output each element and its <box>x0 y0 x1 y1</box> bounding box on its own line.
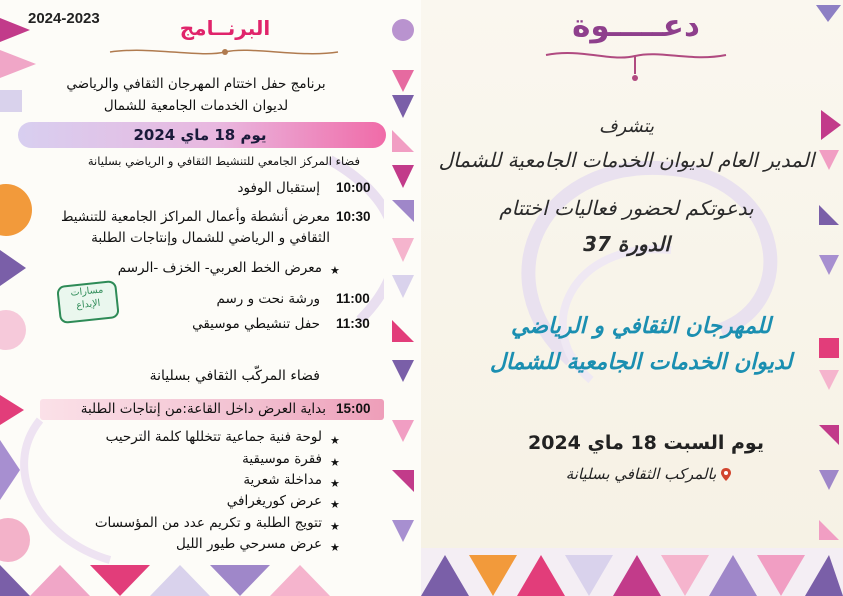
invitation-line: المدير العام لديوان الخدمات الجامعية للشمال <box>438 148 815 172</box>
bullet-icon: ★ <box>330 434 340 447</box>
program-intro-line2: لديوان الخدمات الجامعية للشمال <box>103 98 289 114</box>
invitation-title: دعـــــوة <box>572 8 700 44</box>
program-bullet-item: معرض الخط العربي- الخزف -الرسم <box>117 260 322 276</box>
creativity-paths-badge <box>56 280 120 324</box>
program-item: حفل تنشيطي موسيقي <box>192 316 320 332</box>
bullet-icon: ★ <box>330 456 340 469</box>
program-intro-line1: برنامج حفل اختتام المهرجان الثقافي والرياضي <box>66 76 326 92</box>
program-item: بداية العرض داخل القاعة:من إنتاجات الطلبة <box>80 401 326 417</box>
venue-university-center: فضاء المركز الجامعي للتنشيط الثقافي و الرياضي بسليانة <box>87 154 360 168</box>
program-time: 10:00 <box>336 180 371 195</box>
badge-line1: مسارات <box>70 284 104 299</box>
program-item-continued: الثقافي و الرياضي للشمال وإنتاجات الطلبة <box>91 230 330 246</box>
program-bullet-item: فقرة موسيقية <box>242 451 322 467</box>
decorative-background <box>421 0 843 596</box>
event-location: بالمركب الثقافي بسليانة <box>565 465 717 483</box>
program-title: البرنــامج <box>179 16 271 40</box>
event-date: يوم السبت 18 ماي 2024 <box>528 432 764 454</box>
program-bullet-item: عرض مسرحي طيور الليل <box>176 536 322 552</box>
program-bullet-item: لوحة فنية جماعية تتخللها كلمة الترحيب <box>105 429 322 445</box>
festival-name-line1: للمهرجان الثقافي و الرياضي <box>511 314 771 339</box>
venue-cultural-complex: فضاء المركّب الثقافي بسليانة <box>149 368 320 384</box>
session-number: الدورة 37 <box>583 232 670 256</box>
bullet-icon: ★ <box>330 498 340 511</box>
program-bullet-item: تتويج الطلبة و تكريم عدد من المؤسسات <box>94 515 322 531</box>
program-time: 15:00 <box>336 401 371 416</box>
bullet-icon: ★ <box>330 477 340 490</box>
program-bullet-item: مداخلة شعرية <box>243 472 322 488</box>
invitation-line: يتشرف <box>598 116 655 137</box>
program-panel <box>0 0 421 596</box>
bullet-icon: ★ <box>330 541 340 554</box>
program-time: 11:30 <box>336 316 370 331</box>
program-time: 11:00 <box>336 291 370 306</box>
bullet-icon: ★ <box>330 264 340 277</box>
festival-name-line2: لديوان الخدمات الجامعية للشمال <box>489 350 793 375</box>
program-time: 10:30 <box>336 209 371 224</box>
program-item: ورشة نحت و رسم <box>216 291 320 307</box>
program-item: معرض أنشطة وأعمال المراكز الجامعية للتنشيط <box>60 209 330 225</box>
day-label: يوم 18 ماي 2024 <box>133 126 267 144</box>
badge-line2: الإبداع <box>75 297 101 312</box>
academic-year: 2024-2023 <box>28 10 100 27</box>
program-bullet-item: عرض كوريغرافي <box>226 493 322 509</box>
program-item: إستقبال الوفود <box>237 180 320 196</box>
bullet-icon: ★ <box>330 520 340 533</box>
invitation-line: بدعوتكم لحضور فعاليات اختتام <box>499 196 754 220</box>
invitation-panel <box>421 0 843 596</box>
